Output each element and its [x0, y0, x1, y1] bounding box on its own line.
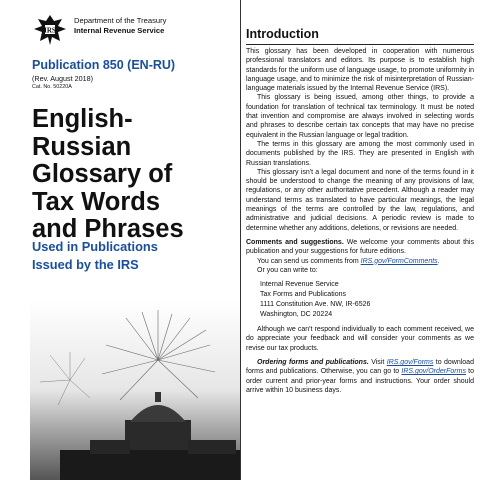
document-subtitle	[32, 238, 232, 273]
svg-text:IRS: IRS	[44, 26, 56, 35]
irs-eagle-logo-icon	[32, 13, 68, 47]
subtitle-line: Issued by the IRS	[32, 256, 139, 272]
revision-date: (Rev. August 2018)	[32, 74, 93, 83]
form-comments-link[interactable]: IRS.gov/FormComments	[360, 257, 438, 265]
agency-header	[74, 16, 166, 36]
heading-rule	[246, 44, 474, 45]
comments-lead: Comments and suggestions.	[246, 238, 344, 246]
comments-closing: Although we can't respond individually to each comment received, we do appreciate your feedback and will consider your comments as we revise our tax products.	[246, 326, 474, 352]
ordering-text: to order current and prior-year forms and instructions. Your order should arrive within 10 business days.	[246, 368, 474, 394]
title-line: Tax Words	[32, 187, 160, 216]
introduction-column	[246, 0, 476, 480]
ordering-lead: Ordering forms and publications.	[257, 359, 369, 367]
address-line: Tax Forms and Publications	[260, 291, 346, 299]
title-line: English-	[32, 105, 133, 133]
department-name: Department of the Treasury	[74, 16, 167, 25]
comments-text: We welcome your comments about this publication and your suggestions for future editions.	[246, 238, 474, 256]
write-to: Or you can write to:	[257, 266, 318, 274]
paragraph: This glossary has been developed in cooperation with numerous professional translators and editors. Its purpose is to establish high standards for the uniform use of language usage, to promote uniformity in language usage, and to minimize the risk of misinterpretation of Russian-language materials issued by the Internal Revenue Service (IRS).	[246, 48, 474, 93]
introduction-body	[246, 47, 474, 395]
title-line: and Phrases	[32, 215, 184, 243]
catalog-number: Cat. No. 50220A	[32, 84, 72, 90]
forms-link[interactable]: IRS.gov/Forms	[386, 359, 434, 367]
subtitle-line: Used in Publications	[32, 239, 158, 254]
paragraph: This glossary isn't a legal document and none of the terms found in it should be understood to change the meaning of any provisions of law, regulations, or any other authoritative precedent. Although a reader may understand terms as translated to have particular meanings, the legal meanings of the terms are controlled by the law, regulations, and administrative and judicial decisions. A periodic review is made to determine whether any additions, deletions, or revisions are needed.	[246, 168, 474, 232]
ordering-text: to download forms and publications. Otherwise, you can go to	[246, 359, 474, 376]
title-line: Russian	[32, 132, 132, 161]
order-forms-link[interactable]: IRS.gov/OrderForms	[401, 368, 466, 376]
capitol-fireworks-photo	[30, 300, 240, 480]
publication-number: Publication 850 (EN-RU)	[32, 58, 176, 72]
address-line: Internal Revenue Service	[260, 281, 339, 289]
paragraph: The terms in this glossary are among the most commonly used in documents published by the IRS. They are presented in English with Russian translations.	[246, 140, 474, 167]
comments-send: You can send us comments from IRS.gov/FormComments.	[257, 257, 440, 265]
document-title	[32, 106, 232, 244]
send-prefix: You can send us comments from	[257, 257, 359, 265]
address-line: Washington, DC 20224	[260, 311, 333, 319]
column-divider	[240, 0, 241, 480]
ordering-paragraph	[246, 358, 474, 395]
title-line: Glossary of	[32, 160, 173, 188]
paragraph: This glossary is being issued, among other things, to provide a foundation for translation of technical tax terminology. It must be noted that invention and compromise are always involved in selecting words and phrases to describe certain tax concepts that may have no precise equivalent in the Russian language or legal tradition.	[246, 94, 474, 139]
ordering-text: Visit	[371, 359, 385, 367]
comments-paragraph	[246, 238, 474, 257]
introduction-heading: Introduction	[246, 27, 319, 41]
address-line: 1111 Constitution Ave. NW, IR-6526	[260, 301, 371, 309]
agency-name: Internal Revenue Service	[74, 26, 165, 35]
